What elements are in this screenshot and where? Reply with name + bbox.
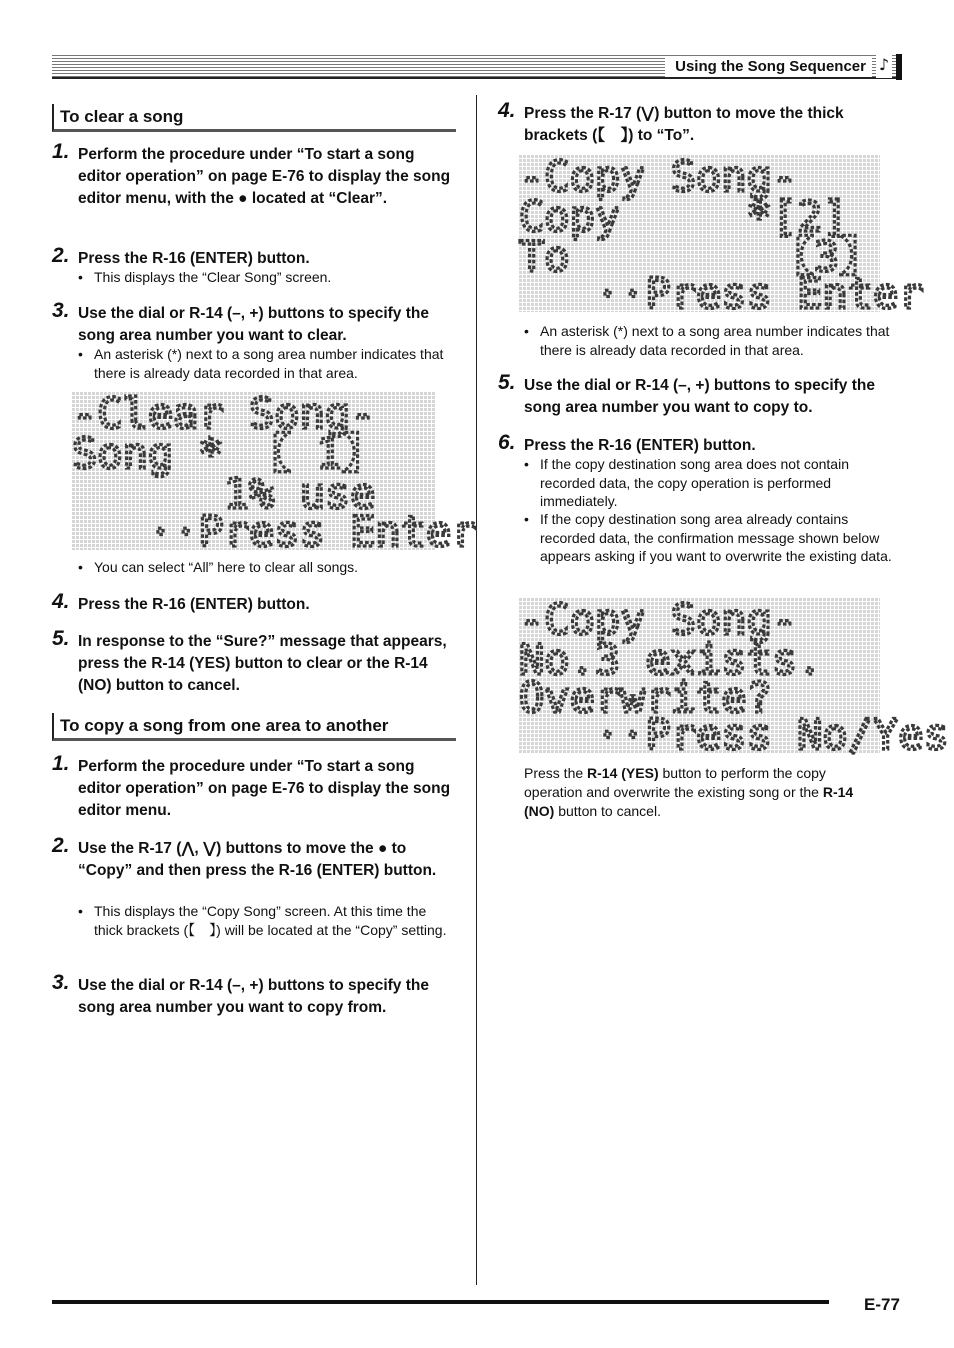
step-text: Use the dial or R-14 (–, +) buttons to specify the song area number you want to copy from.: [78, 977, 429, 1017]
step-number: 3.: [52, 299, 70, 322]
step-number: 5.: [52, 627, 70, 650]
copy-step-6-note-1: • If the copy destination song area does not contain recorded data, the copy operation is performed immediately.: [524, 455, 902, 511]
step-text: Press the R-16 (ENTER) button.: [524, 437, 756, 454]
yes-button-ref: R-14 (YES): [587, 765, 659, 781]
lcd-line: ··Press Enter: [519, 269, 924, 318]
lcd-line: ··Press Enter: [72, 507, 477, 556]
section-heading-copy: To copy a song from one area to another: [52, 713, 456, 741]
clear-step-2-note: • This displays the “Clear Song” screen.: [78, 268, 458, 287]
copy-song-lcd: [519, 152, 924, 318]
lcd-line: Copy *[2]: [519, 192, 848, 241]
step-number: 1.: [52, 752, 70, 775]
step-number: 6.: [498, 431, 516, 454]
step-number: 3.: [52, 971, 70, 994]
step-number: 2.: [52, 834, 70, 857]
header-title: Using the Song Sequencer: [665, 57, 872, 77]
lcd-line: -Copy Song-: [519, 152, 798, 201]
lcd-line: Song * 【 1】: [72, 429, 384, 478]
lcd-line: -Copy Song-: [519, 595, 798, 644]
no-button-ref: R-14 (NO): [524, 784, 854, 819]
page-number: E-77: [864, 1295, 900, 1314]
copy-lcd-note: • An asterisk (*) next to a song area number indicates that there is already data recorded in that area.: [524, 322, 900, 359]
lcd-line: Overwrite?: [519, 673, 772, 722]
lcd-line: -Clear Song-: [72, 389, 376, 438]
text-run: Press the: [524, 765, 588, 781]
clear-song-lcd: [72, 389, 477, 556]
lcd-line: ··Press No/Yes: [519, 710, 949, 759]
step-number: 1.: [52, 140, 70, 163]
text-run: button to cancel.: [554, 803, 661, 819]
step-text: Press the R-16 (ENTER) button.: [78, 250, 310, 267]
clear-step-3-note: • An asterisk (*) next to a song area number indicates that there is already data recorded in that area.: [78, 345, 448, 382]
step-number: 4.: [52, 590, 70, 613]
step-number: 5.: [498, 371, 516, 394]
step-text: Use the R-17 (⋀, ⋁) buttons to move the ● to “Copy” and then press the R-16 (ENTER) button.: [78, 840, 437, 880]
step-text: Press the R-17 (⋁) button to move the thick brackets (【 】) to “To”.: [524, 105, 844, 145]
step-text: Use the dial or R-14 (–, +) buttons to specify the song area number you want to copy to.: [524, 377, 875, 417]
header-tab-marker: [896, 54, 902, 80]
column-divider: [476, 95, 477, 1285]
step-number: 2.: [52, 244, 70, 267]
overwrite-confirm-lcd: [519, 595, 949, 759]
overwrite-instructions: [524, 764, 884, 821]
lcd-line: 1% use: [72, 469, 376, 518]
music-note-icon: ♪: [876, 54, 892, 78]
lcd-line: No.3 exists.: [519, 635, 823, 684]
step-text: Press the R-16 (ENTER) button.: [78, 596, 310, 613]
copy-step-6-note-2: • If the copy destination song area already contains recorded data, the confirmation message shown below appears asking if you want to overwrite the existing data.: [524, 510, 902, 566]
step-text: In response to the “Sure?” message that appears, press the R-14 (YES) button to clear or the R-14 (NO) button to cancel.: [78, 633, 447, 695]
copy-step-2-note: • This displays the “Copy Song” screen. At this time the thick brackets (【 】) will be located at the “Copy” setting.: [78, 902, 448, 939]
clear-lcd-note: • You can select “All” here to clear all songs.: [78, 558, 448, 577]
step-text: Perform the procedure under “To start a song editor operation” on page E-76 to display the song editor menu, with the ● located at “Clear”.: [78, 146, 451, 208]
footer-rule: [52, 1300, 829, 1304]
step-text: Perform the procedure under “To start a song editor operation” on page E-76 to display the song editor menu.: [78, 758, 451, 820]
step-number: 4.: [498, 99, 516, 122]
section-heading-clear: To clear a song: [52, 104, 456, 132]
step-text: Use the dial or R-14 (–, +) buttons to specify the song area number you want to clear.: [78, 305, 429, 345]
lcd-line: To 【3】: [519, 232, 882, 281]
text-run: button to perform the copy operation and overwrite the existing song or the: [524, 765, 826, 800]
